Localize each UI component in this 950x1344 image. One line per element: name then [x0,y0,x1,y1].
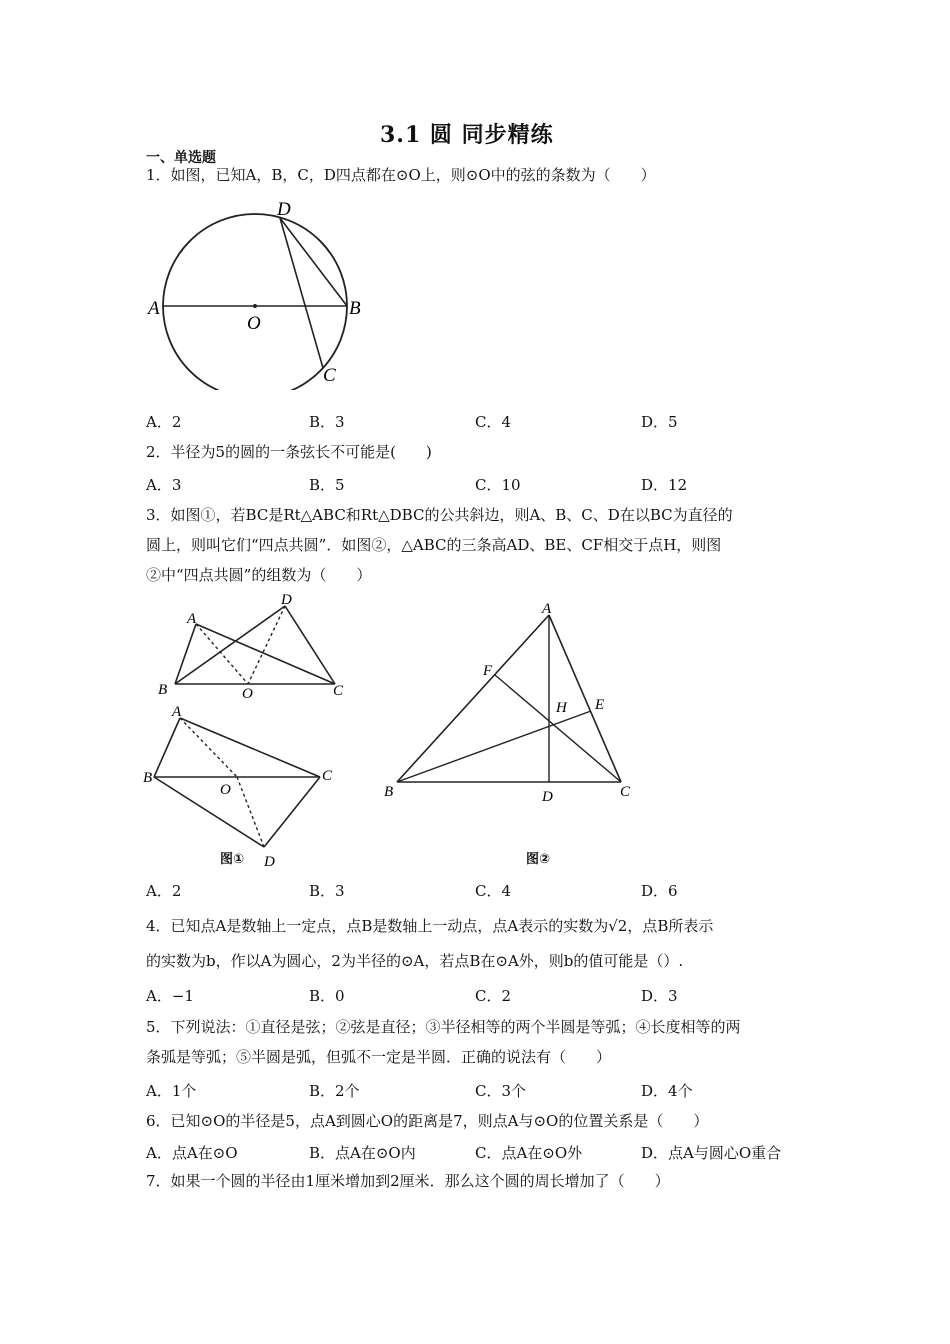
q4-option-c[interactable]: C．2 [475,987,512,1005]
svg-text:B: B [158,682,168,698]
q4-option-b[interactable]: B．0 [309,987,345,1005]
question-4-line-2: 的实数为b，作以A为圆心，2为半径的⊙A，若点B在⊙A外，则b的值可能是（）. [146,952,684,970]
q6-option-c[interactable]: C．点A在⊙O外 [475,1144,583,1162]
label-b: B [349,298,361,319]
q2-option-b[interactable]: B．5 [309,476,345,494]
svg-text:A: A [172,704,182,720]
svg-text:H: H [556,700,567,716]
question-5-line-2: 条弧是等弧；⑤半圆是弧，但弧不一定是半圆．正确的说法有（ ） [146,1048,612,1066]
q2-option-c[interactable]: C．10 [475,476,521,494]
q1-option-a[interactable]: A．2 [146,413,182,431]
q1-option-d[interactable]: D．5 [641,413,678,431]
circle-o [163,214,347,390]
svg-text:A: A [187,611,197,627]
svg-text:F: F [483,663,493,679]
q4-option-a[interactable]: A．−1 [146,987,194,1005]
q1-option-b[interactable]: B．3 [309,413,345,431]
q3-option-b[interactable]: B．3 [309,882,345,900]
label-c: C [323,365,336,386]
question-3-line-3: ②中“四点共圆”的组数为（ ） [146,566,372,584]
question-3-line-1: 3．如图①，若BC是Rt△ABC和Rt△DBC的公共斜边，则A、B、C、D在以BC为直径的 [146,506,733,524]
label-o: O [247,313,261,334]
q6-option-b[interactable]: B．点A在⊙O内 [309,1144,416,1162]
chord-dc [280,218,323,368]
q5-option-c[interactable]: C．3个 [475,1082,527,1100]
svg-text:A: A [542,601,552,617]
q1-circle-figure [140,195,370,390]
center-dot [253,304,257,308]
q3-figure-1 [140,590,370,875]
svg-text:B: B [143,770,153,786]
svg-text:C: C [322,768,333,784]
label-a: A [148,298,160,319]
q6-option-a[interactable]: A．点A在⊙O [146,1144,238,1162]
figure-2-caption: 图② [526,852,551,867]
figure-1-caption: 图① [220,852,245,867]
question-1-text: 1．如图，已知A，B，C，D四点都在⊙O上，则⊙O中的弦的条数为（ ） [146,166,656,184]
question-7-text: 7．如果一个圆的半径由1厘米增加到2厘米．那么这个圆的周长增加了（ ） [146,1172,670,1190]
chord-db [280,218,347,306]
q3-figure-2 [380,595,640,810]
q2-option-a[interactable]: A．3 [146,476,182,494]
page-title: 3.1 圆 同步精练 [380,122,554,148]
question-4-line-1: 4．已知点A是数轴上一定点，点B是数轴上一动点，点A表示的实数为√2，点B所表示 [146,917,714,935]
section-heading: 一、单选题 [146,150,216,166]
q3-option-a[interactable]: A．2 [146,882,182,900]
q6-option-d[interactable]: D．点A与圆心O重合 [641,1144,782,1162]
svg-text:D: D [542,789,553,805]
question-6-text: 6．已知⊙O的半径是5，点A到圆心O的距离是7，则点A与⊙O的位置关系是（ ） [146,1112,709,1130]
q3-option-d[interactable]: D．6 [641,882,678,900]
svg-text:O: O [242,686,253,702]
q1-option-c[interactable]: C．4 [475,413,512,431]
svg-text:O: O [220,782,231,798]
q5-option-a[interactable]: A．1个 [146,1082,197,1100]
svg-text:C: C [333,683,344,699]
svg-text:D: D [281,592,292,608]
q3-option-c[interactable]: C．4 [475,882,512,900]
q5-option-d[interactable]: D．4个 [641,1082,693,1100]
svg-text:C: C [620,784,631,800]
q4-option-d[interactable]: D．3 [641,987,678,1005]
question-2-text: 2．半径为5的圆的一条弦长不可能是( ) [146,443,432,461]
question-5-line-1: 5．下列说法：①直径是弦；②弦是直径；③半径相等的两个半圆是等弧；④长度相等的两 [146,1018,741,1036]
svg-text:E: E [595,697,605,713]
svg-text:B: B [384,784,394,800]
question-3-line-2: 圆上，则叫它们“四点共圆”．如图②，△ABC的三条高AD、BE、CF相交于点H，则图 [146,536,722,554]
q2-option-d[interactable]: D．12 [641,476,688,494]
q5-option-b[interactable]: B．2个 [309,1082,360,1100]
svg-text:D: D [264,854,275,870]
label-d: D [277,199,291,220]
